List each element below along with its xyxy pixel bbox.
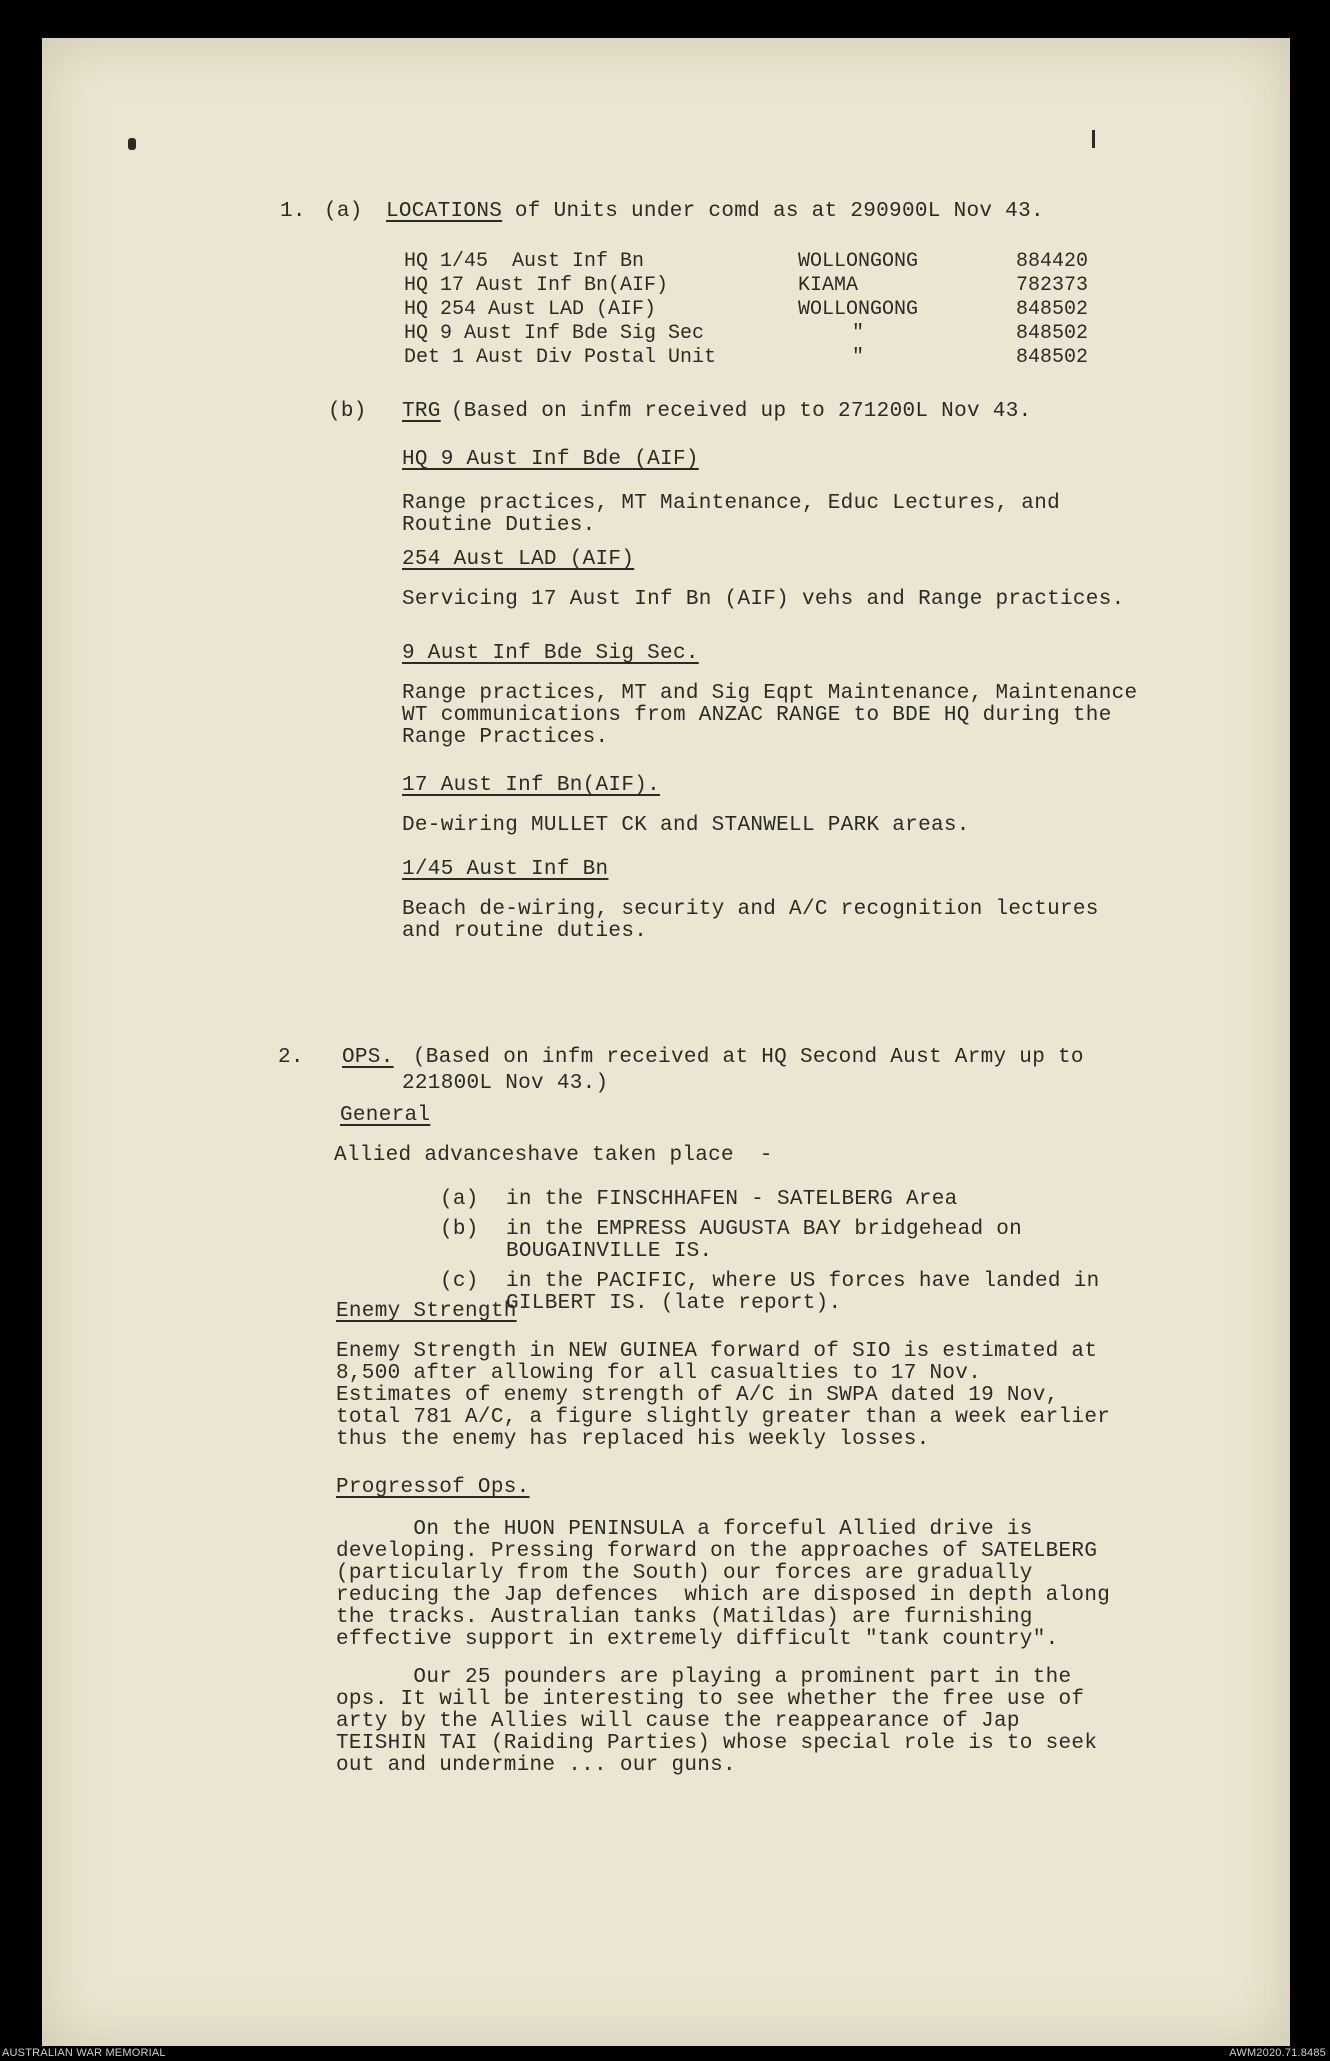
general-intro: Allied advanceshave taken place - (334, 1144, 773, 1167)
progress-line: On the HUON PENINSULA a forceful Allied drive is (336, 1518, 1033, 1541)
trg-heading-rest: (Based on infm received up to 271200L Nov 43. (438, 400, 1032, 423)
enemy-line: Estimates of enemy strength of A/C in SWPA dated 19 Nov, (336, 1384, 1059, 1407)
unit-place: WOLLONGONG (798, 298, 919, 321)
locations-heading-rest: of Units under comd as at 290900L Nov 43. (502, 200, 1044, 223)
ops-heading-rest-2: 221800L Nov 43.) (402, 1072, 609, 1095)
trg-block-line: WT communications from ANZAC RANGE to BDE HQ during the (402, 704, 1112, 727)
progress-line: ops. It will be interesting to see whether the free use of (336, 1688, 1085, 1711)
unit-name: HQ 9 Aust Inf Bde Sig Sec (404, 322, 705, 345)
trg-block-title: HQ 9 Aust Inf Bde (AIF) (402, 448, 699, 471)
progress-title: Progressof Ops. (336, 1476, 530, 1499)
advance-line: in the FINSCHHAFEN - SATELBERG Area (506, 1188, 958, 1211)
progress-line: out and undermine ... our guns. (336, 1754, 736, 1777)
enemy-line: thus the enemy has replaced his weekly losses. (336, 1428, 930, 1451)
unit-name: HQ 17 Aust Inf Bn(AIF) (404, 274, 669, 297)
trg-block-title: 1/45 Aust Inf Bn (402, 858, 609, 881)
unit-map-ref: 848502 (1016, 322, 1089, 345)
progress-line: the tracks. Australian tanks (Matildas) are furnishing (336, 1606, 1033, 1629)
ops-heading-rest: (Based on infm received at HQ Second Aust Army up to (400, 1046, 1084, 1069)
enemy-strength-title: Enemy Strength (336, 1300, 517, 1323)
advance-label: (c) (440, 1270, 479, 1293)
trg-heading: TRG (402, 400, 441, 423)
trg-block-line: Range Practices. (402, 726, 609, 749)
unit-name: HQ 1/45 Aust Inf Bn (404, 250, 645, 273)
progress-line: effective support in extremely difficult "tank country". (336, 1628, 1059, 1651)
advance-line: GILBERT IS. (late report). (506, 1292, 842, 1315)
progress-line: TEISHIN TAI (Raiding Parties) whose special role is to seek (336, 1732, 1098, 1755)
advance-line: BOUGAINVILLE IS. (506, 1240, 713, 1263)
advance-line: in the EMPRESS AUGUSTA BAY bridgehead on (506, 1218, 1023, 1241)
general-title: General (340, 1104, 431, 1127)
locations-heading: LOCATIONS (386, 200, 503, 223)
advance-label: (a) (440, 1188, 479, 1211)
trg-block-line: and routine duties. (402, 920, 648, 943)
ink-mark (1092, 130, 1095, 148)
unit-map-ref: 782373 (1016, 274, 1089, 297)
ops-heading: OPS. (342, 1046, 394, 1069)
trg-block-title: 17 Aust Inf Bn(AIF). (402, 774, 661, 797)
unit-place: WOLLONGONG (798, 250, 919, 273)
advance-line: in the PACIFIC, where US forces have landed in (506, 1270, 1100, 1293)
unit-name: HQ 254 Aust LAD (AIF) (404, 298, 657, 321)
ink-mark (128, 138, 136, 150)
trg-block-title: 9 Aust Inf Bde Sig Sec. (402, 642, 699, 665)
enemy-line: 8,500 after allowing for all casualties to 17 Nov. (336, 1362, 982, 1385)
unit-place: KIAMA (798, 274, 859, 297)
unit-place: " (852, 322, 865, 345)
footer-right: AWM2020.71.8485 (1229, 2047, 1326, 2059)
unit-name: Det 1 Aust Div Postal Unit (404, 346, 717, 369)
footer-left: AUSTRALIAN WAR MEMORIAL (2, 2047, 166, 2059)
progress-line: arty by the Allies will cause the reappearance of Jap (336, 1710, 1020, 1733)
advance-label: (b) (440, 1218, 479, 1241)
section-1a-label: (a) (324, 200, 363, 223)
progress-line: (particularly from the South) our forces are gradually (336, 1562, 1033, 1585)
trg-block-line: Beach de-wiring, security and A/C recognition lectures (402, 898, 1099, 921)
trg-block-line: Range practices, MT and Sig Eqpt Maintenance, Maintenance (402, 682, 1138, 705)
document-page (42, 38, 1290, 2046)
progress-line: reducing the Jap defences which are disposed in depth along (336, 1584, 1111, 1607)
section-1-number: 1. (280, 200, 306, 223)
trg-block-line: De-wiring MULLET CK and STANWELL PARK areas. (402, 814, 970, 837)
trg-block-line: Range practices, MT Maintenance, Educ Lectures, and (402, 492, 1061, 515)
unit-map-ref: 848502 (1016, 298, 1089, 321)
trg-block-line: Routine Duties. (402, 514, 596, 537)
enemy-line: total 781 A/C, a figure slightly greater than a week earlier (336, 1406, 1111, 1429)
unit-map-ref: 884420 (1016, 250, 1089, 273)
unit-map-ref: 848502 (1016, 346, 1089, 369)
enemy-line: Enemy Strength in NEW GUINEA forward of SIO is estimated at (336, 1340, 1098, 1363)
section-1b-label: (b) (328, 400, 367, 423)
trg-block-line: Servicing 17 Aust Inf Bn (AIF) vehs and Range practices. (402, 588, 1125, 611)
progress-line: developing. Pressing forward on the approaches of SATELBERG (336, 1540, 1098, 1563)
section-2-number: 2. (278, 1046, 304, 1069)
trg-block-title: 254 Aust LAD (AIF) (402, 548, 635, 571)
unit-place: " (852, 346, 865, 369)
progress-line: Our 25 pounders are playing a prominent part in the (336, 1666, 1072, 1689)
